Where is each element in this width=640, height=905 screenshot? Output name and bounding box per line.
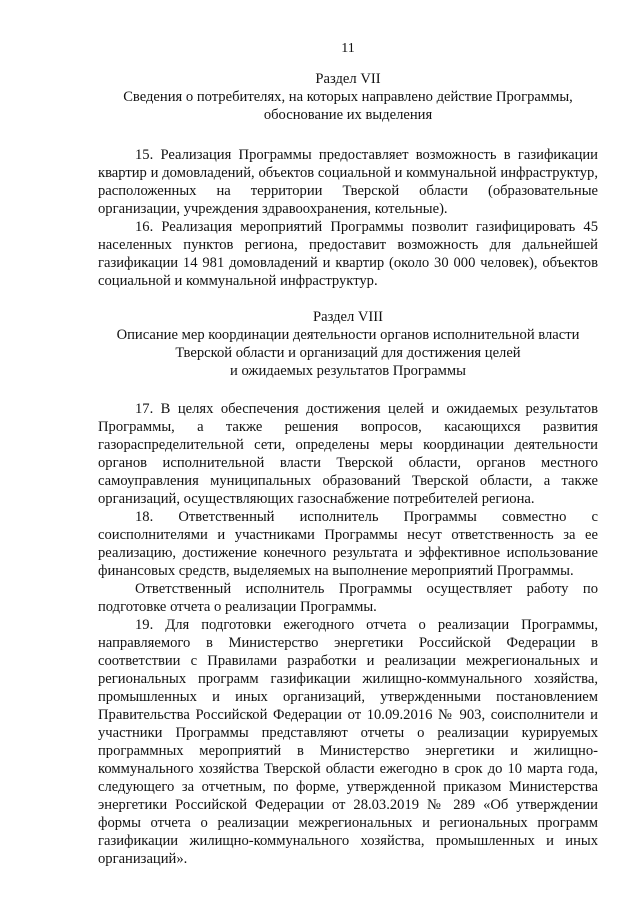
paragraph-16: 16. Реализация мероприятий Программы позволит газифицировать 45 населенных пунктов региона, предоставит возможность для дальнейшей газификации 14 981 домовладений и квартир (около 30 000 человек), объектов социальной и коммунальной инфраструктур.	[98, 219, 598, 289]
section-7	[98, 70, 598, 290]
section-8-subtitle-line-3: и ожидаемых результатов Программы	[230, 363, 466, 379]
section-8	[98, 308, 598, 868]
paragraph-15: 15. Реализация Программы предоставляет возможность в газификации квартир и домовладений, объектов социальной и коммунальной инфраструктур, расположенных на территории Тверской области (образовательные организации, учреждения здравоохранения, котельные).	[98, 147, 598, 217]
paragraph-17: 17. В целях обеспечения достижения целей и ожидаемых результатов Программы, а также решения вопросов, касающихся развития газораспределительной сети, определены меры координации деятельности органов исполнительной власти Тверской области, органов местного самоуправления муниципальных образований Тверской области, а также организаций, осуществляющих газоснабжение потребителей региона.	[98, 401, 598, 507]
document-page	[98, 40, 598, 868]
paragraph-18: 18. Ответственный исполнитель Программы совместно с соисполнителями и участниками Программы несут ответственность за ее реализацию, достижение конечного результата и эффективное использование финансовых средств, выделяемых на выполнение мероприятий Программы.	[98, 509, 598, 579]
section-7-subtitle-line-2: обоснование их выделения	[263, 107, 433, 123]
page-number: 11	[341, 41, 355, 56]
section-8-subtitle-line-2: Тверской области и организаций для достижения целей	[175, 345, 521, 361]
section-8-subtitle-line-1: Описание мер координации деятельности органов исполнительной власти	[116, 327, 580, 343]
section-8-title: Раздел VIII	[312, 309, 384, 325]
section-7-title: Раздел VII	[315, 71, 381, 87]
paragraph-18-continued: Ответственный исполнитель Программы осуществляет работу по подготовке отчета о реализации Программы.	[98, 581, 598, 615]
paragraph-19: 19. Для подготовки ежегодного отчета о реализации Программы, направляемого в Министерство энергетики Российской Федерации в соответствии с Правилами разработки и реализации межрегиональных и региональных программ газификации жилищно-коммунального хозяйства, промышленных и иных организаций, утвержденными постановлением Правительства Российской Федерации от 10.09.2016 № 903, соисполнители и участники Программы представляют отчеты о реализации курируемых программных мероприятий в Министерство энергетики и жилищно-коммунального хозяйства Тверской области ежегодно в срок до 10 марта года, следующего за отчетным, по форме, утвержденной приказом Министерства энергетики Российской Федерации от 28.03.2019 № 289 «Об утверждении формы отчета о реализации межрегиональных и региональных программ газификации жилищно-коммунального хозяйства, промышленных и иных организаций».	[98, 617, 598, 867]
section-7-subtitle-line-1: Сведения о потребителях, на которых направлено действие Программы,	[123, 89, 573, 105]
